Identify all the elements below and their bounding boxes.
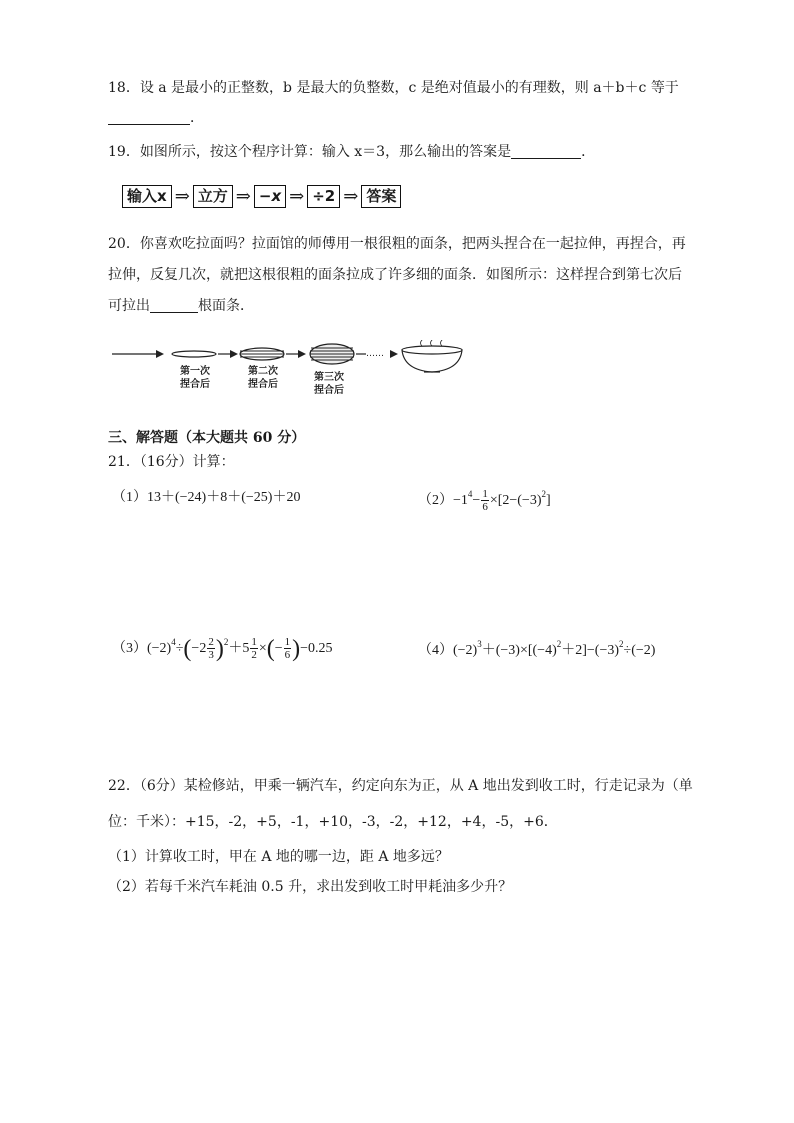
q20-line2: 拉伸，反复几次，就把这根很粗的面条拉成了许多细的面条．如图所示：这样捏合到第七次后 [108, 267, 682, 283]
q18-line1 [108, 78, 679, 98]
q21-title: 21．（16分）计算： [108, 454, 235, 470]
stage2-label-1: 第二次 [248, 366, 278, 377]
double-arrow-icon: ⇒ [235, 185, 251, 207]
dots-text: …… [366, 349, 384, 359]
q20-answer-blank[interactable] [150, 298, 198, 313]
arrow-icon [298, 350, 306, 358]
stage1-noodle [172, 351, 216, 357]
q22-sub2: （2）若每千米汽车耗油 0.5 升，求出发到收工时甲耗油多少升？ [108, 879, 513, 895]
q22-line1: 22．（6分）某检修站，甲乘一辆汽车，约定向东为正，从 A 地出发到收工时，行走记录为（单 [108, 778, 693, 794]
stage1-label-2: 捏合后 [180, 379, 210, 390]
q21-p2-fraction: $\frac{1}{6}$ [482, 488, 488, 514]
q22-line2: 位：千米）：+15，-2，+5，-1，+10，-3，-2，+12，+4，-5，+6． [108, 814, 558, 830]
section3-heading: 三、解答题（本大题共 60 分） [108, 430, 306, 446]
arrow-icon [156, 350, 164, 358]
q21-part4: $(4)(-2)^3+(-3)\times[(-4)^2+2]-(-3)^2\div(-2)$ [418, 639, 656, 658]
flow-answer-box: 答案 [361, 185, 401, 208]
stage1-label-1: 第一次 [180, 366, 210, 377]
q21-p3-fraction1: $\frac{2}{3}$ [208, 636, 214, 662]
arrow-icon [230, 350, 238, 358]
q18-text: 18．设 a 是最小的正整数，b 是最大的负整数，c 是绝对值最小的有理数，则 a＋b＋c 等于 [108, 80, 679, 96]
stage3-label-1: 第三次 [314, 372, 344, 383]
q21-p3-fraction2: $\frac{1}{2}$ [251, 636, 257, 662]
flow-divide-box: ÷2 [307, 185, 340, 208]
q21-part2: $(2)-1^4-$ $\frac{1}{6}$ $\times[2-(-3)^2]$ [418, 488, 551, 514]
q21-part1: （1）13＋(−24)＋8＋(−25)＋20 [112, 490, 301, 505]
q19-answer-blank[interactable] [511, 144, 581, 159]
noodle-figure [110, 340, 470, 402]
stage3-label-2: 捏合后 [314, 385, 344, 396]
q20-line3: 可拉出 根面条． [108, 298, 254, 314]
q20-line1: 20．你喜欢吃拉面吗？拉面馆的师傅用一根很粗的面条，把两头捏合在一起拉伸，再捏合，再 [108, 236, 686, 252]
q18-answer-blank[interactable] [108, 110, 190, 125]
q22-sub1: （1）计算收工时，甲在 A 地的哪一边，距 A 地多远？ [108, 849, 449, 865]
flow-minus-x-box: −x [254, 185, 286, 208]
double-arrow-icon: ⇒ [174, 185, 190, 207]
arrow-icon [390, 350, 398, 358]
q21-p3-fraction3: $\frac{1}{6}$ [284, 636, 291, 662]
double-arrow-icon: ⇒ [343, 185, 359, 207]
q18-line2: ． [108, 108, 204, 128]
stage2-label-2: 捏合后 [248, 379, 278, 390]
q21-p1-expr: 13＋(−24)＋8＋(−25)＋20 [147, 490, 301, 505]
double-arrow-icon: ⇒ [289, 185, 305, 207]
q19-text: 19．如图所示，按这个程序计算：输入 x＝3，那么输出的答案是 [108, 144, 512, 160]
q21-part3: $(3)(-2)^4\div(-2$ $\frac{2}{3}$ )$^2$＋5 $\frac{1}{2}$ ×(− $\frac{1}{6}$ )−0.25 [112, 635, 333, 662]
q19-line: 19．如图所示，按这个程序计算：输入 x＝3，那么输出的答案是 ． [108, 144, 596, 160]
flow-cube-box: 立方 [193, 185, 233, 208]
flow-input-box: 输入x [122, 185, 172, 208]
q19-flowchart [122, 183, 401, 209]
